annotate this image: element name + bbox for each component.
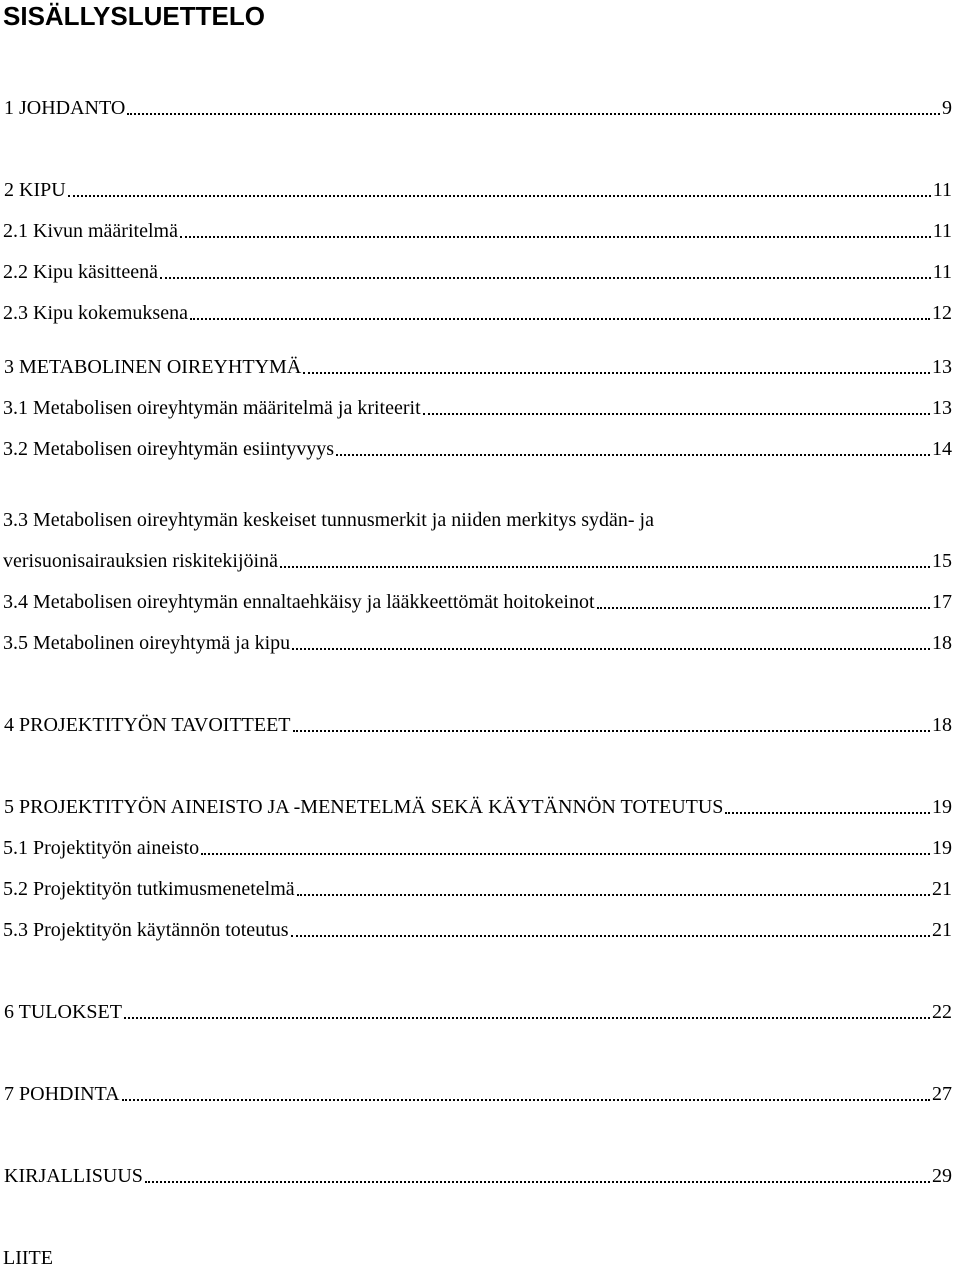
toc-dot-leader bbox=[290, 630, 932, 656]
toc-entry-2-3[interactable] bbox=[3, 300, 952, 326]
page-title: SISÄLLYSLUETTELO bbox=[3, 1, 265, 31]
toc-entry-label: 3.1 Metabolisen oireyhtymän määritelmä ja kriteerit bbox=[3, 397, 421, 419]
toc-entry-page: 18 bbox=[932, 632, 952, 654]
toc-entry-label: 5.2 Projektityön tutkimusmenetelmä bbox=[3, 878, 295, 900]
toc-entry-page: 11 bbox=[932, 261, 952, 283]
toc-dot-leader bbox=[143, 1163, 932, 1189]
toc-dot-leader bbox=[291, 712, 932, 738]
toc-entry-label: 2.3 Kipu kokemuksena bbox=[3, 302, 188, 324]
toc-entry-label: 3.2 Metabolisen oireyhtymän esiintyvyys bbox=[3, 438, 335, 460]
toc-entry-label: 6 TULOKSET bbox=[4, 1001, 122, 1023]
toc-entry-label: 2.2 Kipu käsitteenä bbox=[3, 261, 158, 283]
toc-entry-kirjallisuus[interactable] bbox=[4, 1163, 952, 1189]
toc-dot-leader bbox=[301, 354, 932, 380]
toc-entry-label: verisuonisairauksien riskitekijöinä bbox=[3, 550, 278, 572]
toc-entry-2-1[interactable] bbox=[3, 218, 952, 244]
toc-entry-3-2[interactable] bbox=[3, 436, 952, 462]
toc-entry-page: 13 bbox=[932, 356, 952, 378]
toc-dot-leader bbox=[66, 177, 933, 203]
toc-entry-page: 14 bbox=[932, 438, 952, 460]
toc-entry-page: 9 bbox=[942, 97, 952, 119]
toc-entry-page: 19 bbox=[932, 837, 952, 859]
toc-entry-label: 2 KIPU bbox=[4, 179, 66, 201]
toc-dot-leader bbox=[295, 876, 932, 902]
toc-entry-page: 17 bbox=[932, 591, 952, 613]
toc-entry-3-4[interactable] bbox=[3, 589, 952, 615]
toc-entry-label: KIRJALLISUUS bbox=[4, 1165, 143, 1187]
toc-entry-page: 19 bbox=[932, 796, 952, 818]
toc-entry-page: 18 bbox=[932, 714, 952, 736]
toc-dot-leader bbox=[178, 218, 933, 244]
toc-entry-tulokset[interactable] bbox=[4, 999, 952, 1025]
toc-entry-page: 21 bbox=[932, 919, 952, 941]
toc-entry-label: 3.5 Metabolinen oireyhtymä ja kipu bbox=[3, 632, 291, 654]
toc-entry-5-2[interactable] bbox=[3, 876, 952, 902]
toc-entry-projektityon-tavoitteet[interactable] bbox=[4, 712, 952, 738]
toc-entry-kipu[interactable] bbox=[4, 177, 952, 203]
toc-entry-2-2[interactable] bbox=[3, 259, 952, 285]
toc-entry-label: 5.3 Projektityön käytännön toteutus bbox=[3, 919, 289, 941]
toc-entry-3-1[interactable] bbox=[3, 395, 952, 421]
toc-entry-page: 15 bbox=[932, 550, 952, 572]
toc-entry-5-1[interactable] bbox=[3, 835, 952, 861]
toc-entry-label: 3.4 Metabolisen oireyhtymän ennaltaehkäisy ja lääkkeettömät hoitokeinot bbox=[3, 591, 595, 613]
toc-dot-leader bbox=[158, 259, 933, 285]
toc-dot-leader bbox=[723, 794, 932, 820]
toc-entry-label: 3 METABOLINEN OIREYHTYMÄ bbox=[4, 356, 302, 378]
toc-entry-page: 27 bbox=[932, 1083, 952, 1105]
toc-entry-page: 13 bbox=[932, 397, 952, 419]
toc-entry-page: 21 bbox=[932, 878, 952, 900]
toc-entry-3-5[interactable] bbox=[3, 630, 952, 656]
toc-dot-leader bbox=[199, 835, 932, 861]
toc-dot-leader bbox=[125, 95, 942, 121]
toc-entry-page: 11 bbox=[932, 179, 952, 201]
toc-dot-leader bbox=[421, 395, 932, 421]
toc-entry-johdanto[interactable] bbox=[4, 95, 952, 121]
toc-entry-label: 2.1 Kivun määritelmä bbox=[3, 220, 178, 242]
toc-entry-liite[interactable]: LIITE bbox=[3, 1247, 53, 1269]
toc-entry-label: 7 POHDINTA bbox=[4, 1083, 120, 1105]
toc-entry-page: 12 bbox=[932, 302, 952, 324]
toc-dot-leader bbox=[188, 300, 932, 326]
toc-dot-leader bbox=[289, 917, 932, 943]
toc-entry-5-3[interactable] bbox=[3, 917, 952, 943]
toc-entry-label: 1 JOHDANTO bbox=[4, 97, 126, 119]
toc-entry-page: 22 bbox=[932, 1001, 952, 1023]
toc-dot-leader bbox=[122, 999, 932, 1025]
toc-entry-page: 29 bbox=[932, 1165, 952, 1187]
toc-entry-label: 5 PROJEKTITYÖN AINEISTO JA -MENETELMÄ SEKÄ KÄYTÄNNÖN TOTEUTUS bbox=[4, 796, 724, 818]
toc-entry-metabolinen-oireyhtyma[interactable] bbox=[4, 354, 952, 380]
toc-entry-3-3-line2[interactable] bbox=[3, 548, 952, 574]
toc-dot-leader bbox=[334, 436, 932, 462]
toc-entry-projektityon-aineisto-ja-menetelma[interactable] bbox=[4, 794, 952, 820]
toc-entry-label: 4 PROJEKTITYÖN TAVOITTEET bbox=[4, 714, 291, 736]
toc-entry-page: 11 bbox=[932, 220, 952, 242]
toc-dot-leader bbox=[595, 589, 933, 615]
toc-entry-3-3-line1[interactable]: 3.3 Metabolisen oireyhtymän keskeiset tunnusmerkit ja niiden merkitys sydän- ja bbox=[3, 509, 654, 531]
toc-dot-leader bbox=[120, 1081, 932, 1107]
toc-dot-leader bbox=[278, 548, 932, 574]
toc-entry-pohdinta[interactable] bbox=[4, 1081, 952, 1107]
toc-entry-label: 5.1 Projektityön aineisto bbox=[3, 837, 200, 859]
